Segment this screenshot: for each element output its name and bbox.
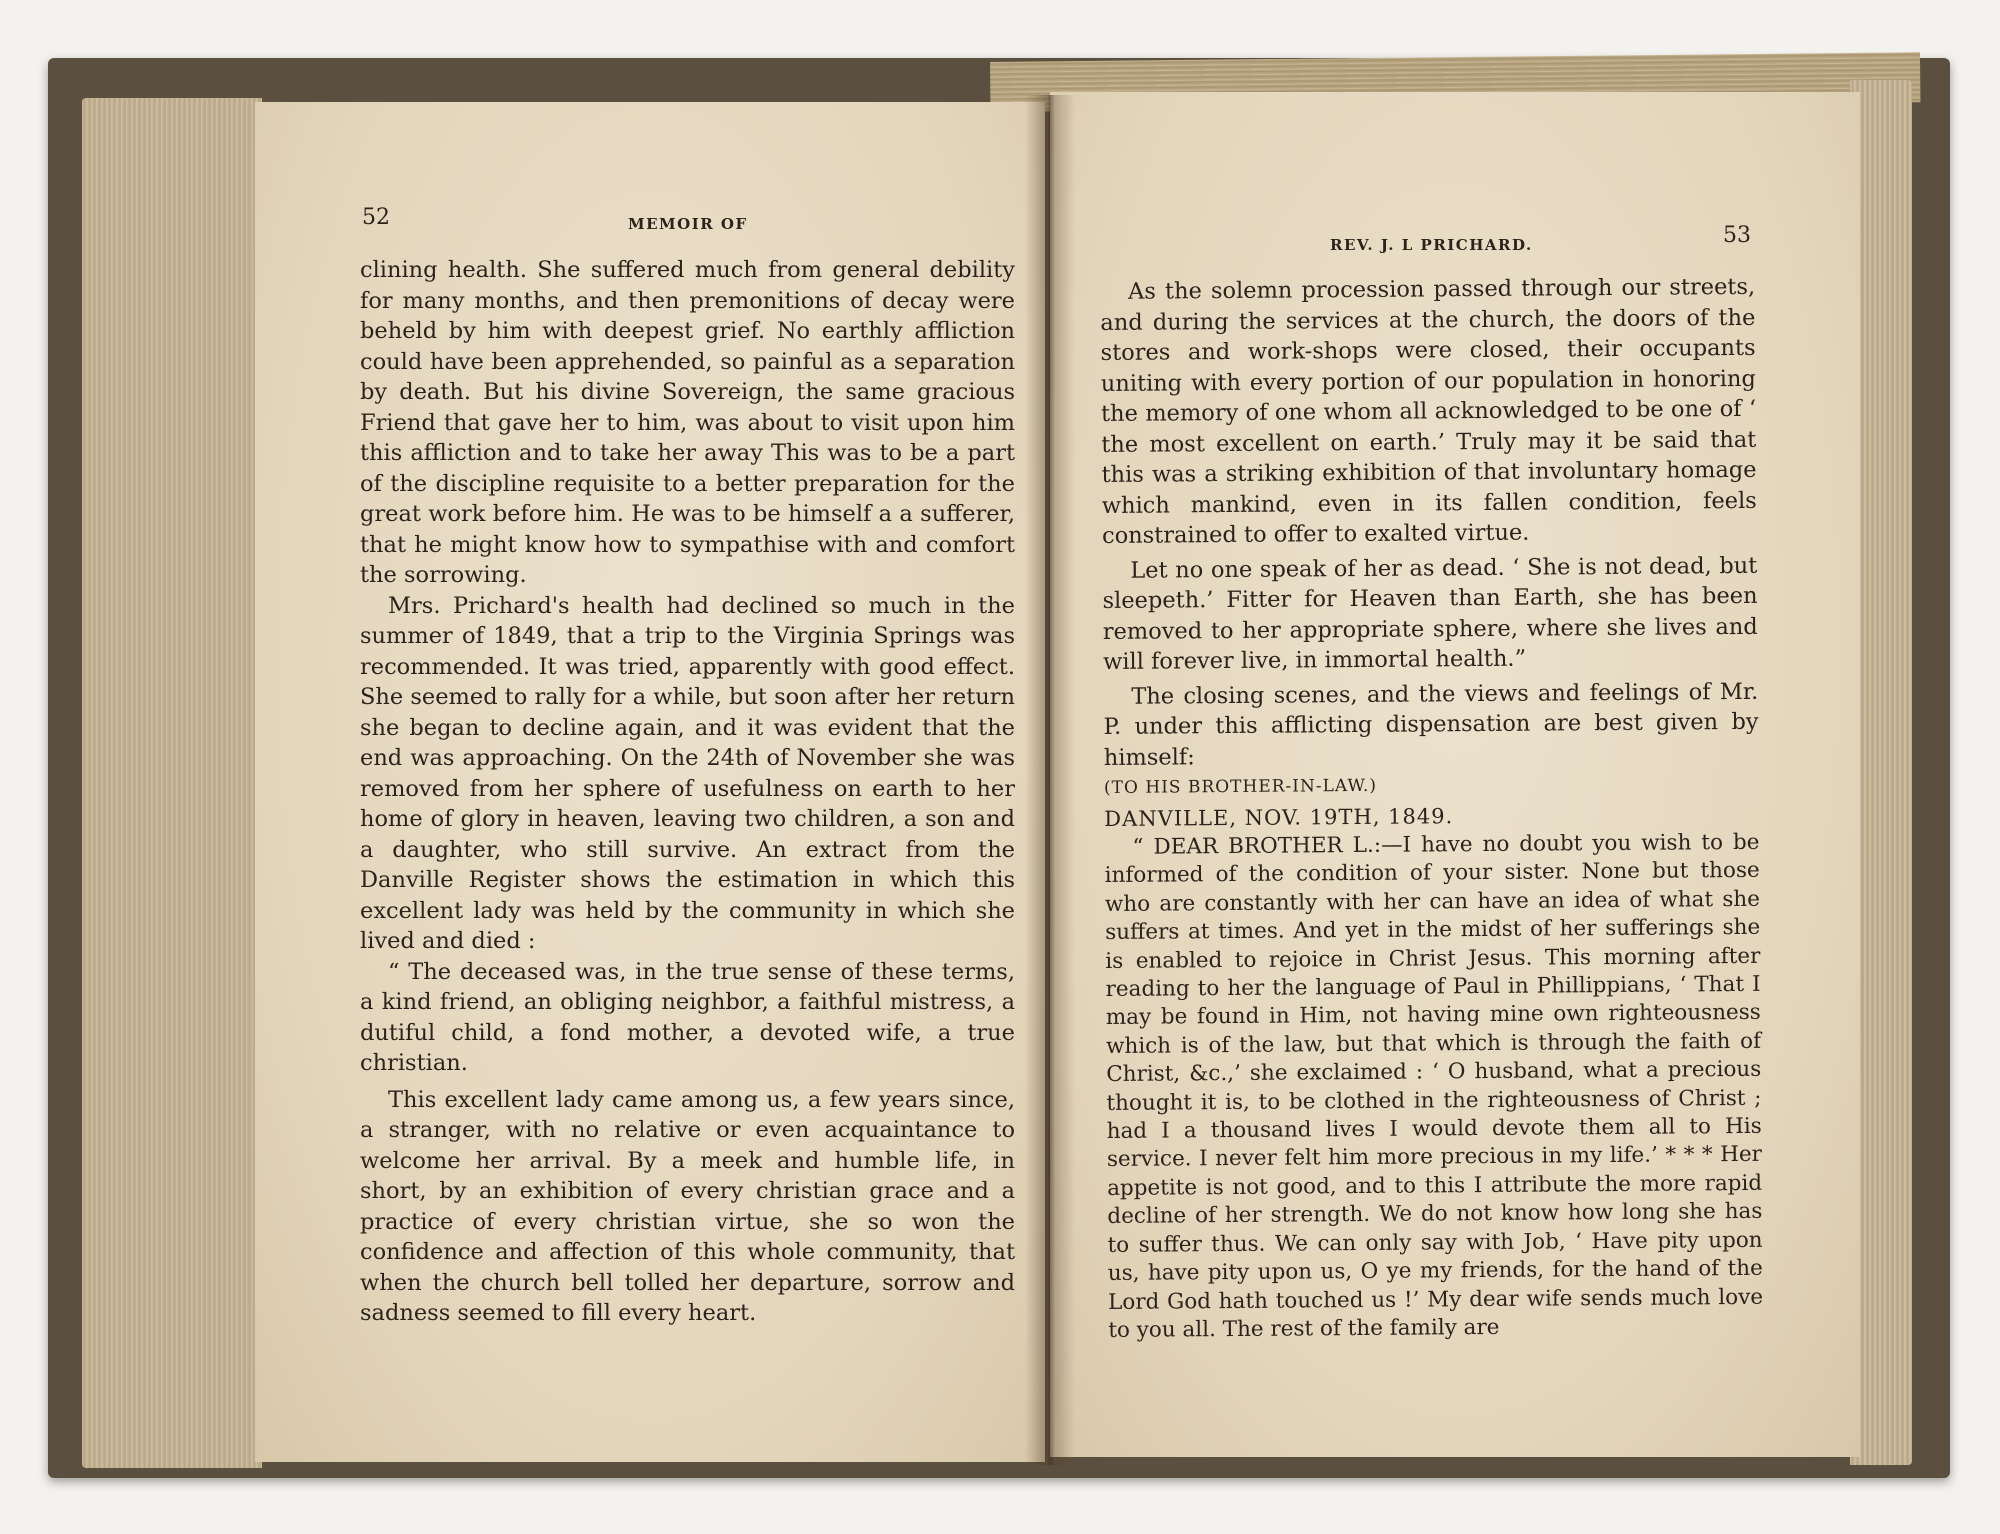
letter-heading: (TO HIS BROTHER-IN-LAW.) [1103, 775, 1378, 798]
left-paragraph: clining health. She suffered much from general debility for many months, and then premonitions of decay were beheld by him with deepest grief. No earthly affliction could have been apprehended, so painful as a separation by death. But his divine Sovereign, the same gracious Friend that gave her to him, was about to visit upon him this affliction and to take her away This was to be a part of the discipline requisite to a better preparation for the great work before him. He was to be himself a a sufferer, that he might know how to sympathise with and comfort the sorrowing. [360, 257, 1015, 588]
left-paragraph: Mrs. Prichard's health had declined so much in the summer of 1849, that a trip to the Virginia Springs was recommended. It was tried, apparently with good effect. She seemed to rally for a while, but soon after her return she began to decline again, and it was evident that the end was approaching. On the 24th of November she was removed from her sphere of usefulness on earth to her home of glory in heaven, leaving two children, a son and a daughter, who still survive. An extract from the Danville Register shows the estimation in which this excellent lady was held by the community in which she lived and died : [360, 592, 1015, 954]
right-paragraph: The closing scenes, and the views and feelings of Mr. P. under this afflicting dispensation are best given by himself: [1103, 678, 1759, 771]
right-paragraph: Let no one speak of her as dead. ‘ She is not dead, but sleepeth.’ Fitter for Heaven than Earth, she has been removed to her appropriate sphere, where she lives and will forever live, in immortal health.” [1102, 552, 1758, 675]
left-paragraph: This excellent lady came among us, a few years since, a stranger, with no relative or even acquaintance to welcome her arrival. By a meek and humble life, in short, by an exhibition of every christian grace and a practice of every christian virtue, she so won the confidence and affection of this whole community, that when the church bell tolled her departure, sorrow and sadness seemed to fill every heart. [360, 1086, 1015, 1326]
right-page-number: 53 [1723, 223, 1751, 248]
page-block-left-edge [82, 98, 262, 1468]
left-page-number: 52 [362, 205, 390, 230]
left-paragraph: “ The deceased was, in the true sense of these terms, a kind friend, an obliging neighbor, a faithful mistress, a dutiful child, a fond mother, a devoted wife, a true christian. [360, 958, 1015, 1076]
letter-body: “ DEAR BROTHER L.:—I have no doubt you wish to be informed of the condition of your sister. None but those who are constantly with her can have an idea of what she suffers at times. And yet in the midst of her sufferings she is enabled to rejoice in Christ Jesus. This morning after reading to her the language of Paul in Phillippians, ‘ That I may be found in Him, not having mine own righteousness which is of the law, but that which is through the faith of Christ, &c.,’ she exclaimed : ‘ O husband, what a precious thought it is, to be clothed in the righteousness of Christ ; had I a thousand lives I would devote them all to His service. I never felt him more precious in my life.’ * * * Her appetite is not good, and to this I attribute the more rapid decline of her strength. We do not know how long she has to suffer thus. We can only say with Job, ‘ Have pity upon us, have pity upon us, O ye my friends, for the hand of the Lord God hath touched us !’ My dear wife sends much love to you all. The rest of the family are [1104, 829, 1764, 1343]
book-gutter [1025, 95, 1075, 1465]
left-page-body [360, 255, 1015, 1329]
letter-dateline: DANVILLE, NOV. 19TH, 1849. [1104, 803, 1454, 831]
left-running-head: MEMOIR OF [628, 215, 748, 233]
right-page-body [1100, 272, 1763, 1345]
right-paragraph: As the solemn procession passed through our streets, and during the services at the church, the doors of the stores and work-shops were closed, their occupants uniting with every portion of our population in honoring the memory of one whom all acknowledged to be one of ‘ the most excellent on earth.’ Truly may it be said that this was a striking exhibition of that involuntary homage which mankind, even in its fallen condition, feels constrained to offer to exalted virtue. [1100, 273, 1757, 549]
right-running-head: REV. J. L PRICHARD. [1330, 236, 1533, 254]
